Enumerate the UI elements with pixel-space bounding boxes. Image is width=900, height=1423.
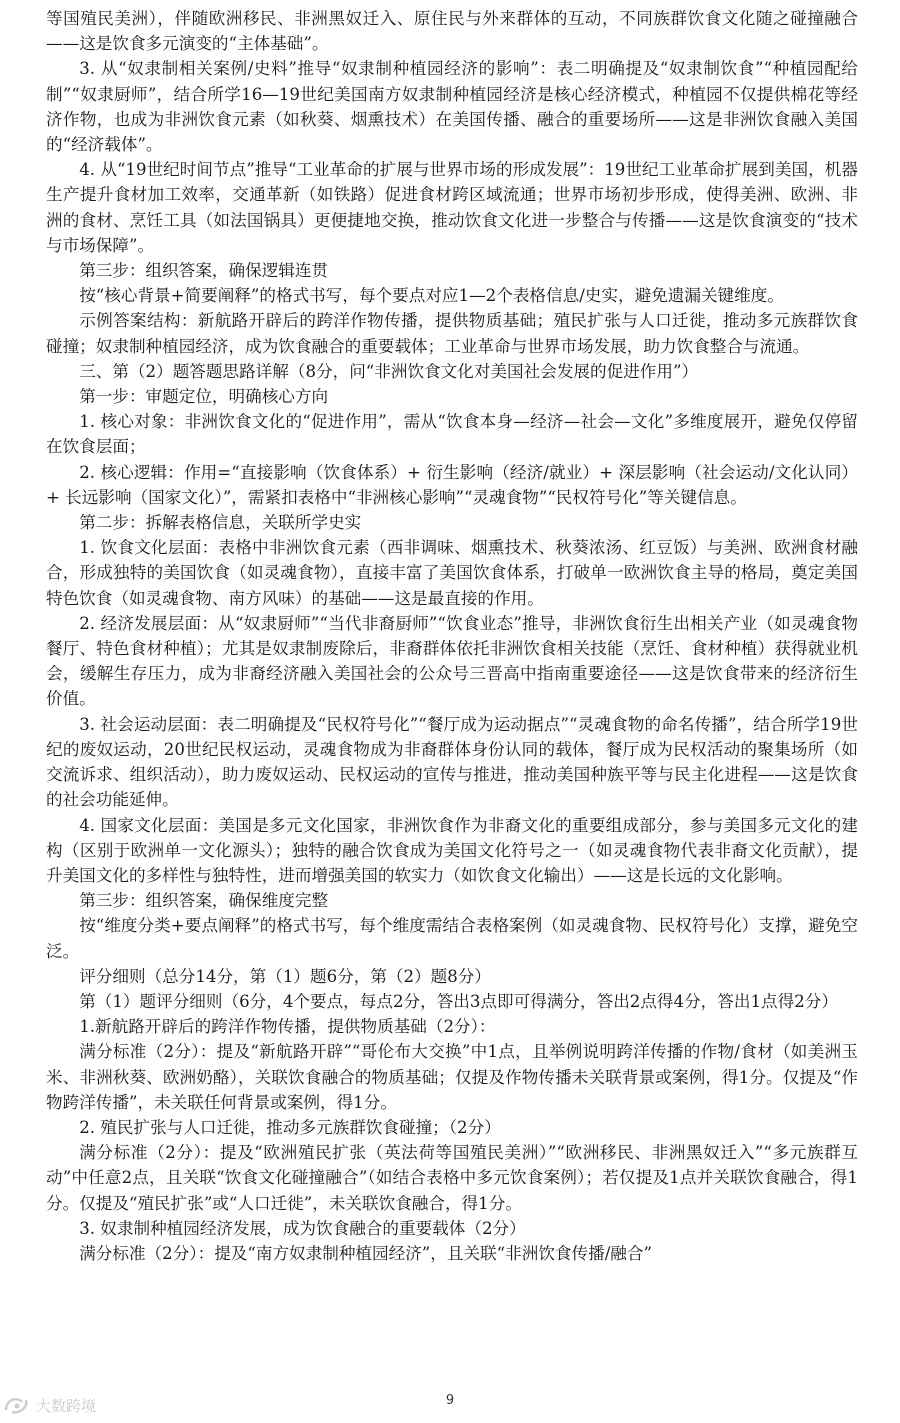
watermark	[2, 1394, 96, 1416]
paragraph: 2. 核心逻辑：作用=“直接影响（饮食体系）+ 衍生影响（经济/就业）+ 深层影响（社会运动/文化认同）+ 长远影响（国家文化）”，需紧扣表格中“非洲核心影响”“灵魂食物”“民权符号化”等关键信息。	[46, 462, 858, 507]
step-heading: 第三步：组织答案，确保维度完整	[79, 891, 329, 911]
document-body	[46, 6, 858, 1266]
step-heading: 第二步：拆解表格信息，关联所学史实	[79, 513, 362, 533]
watermark-logo-icon	[2, 1394, 32, 1416]
paragraph: 满分标准（2分）：提及“欧洲殖民扩张（英法荷等国殖民美洲）”“欧洲移民、非洲黑奴迁入”“多元族群互动”中任意2点，且关联“饮食文化碰撞融合”（如结合表格中多元饮食案例）；若仅提及1点并关联饮食融合，得1分。仅提及“殖民扩张”或“人口迁徙”，未关联饮食融合，得1分。	[46, 1143, 858, 1213]
paragraph: 2. 殖民扩张与人口迁徙，推动多元族群饮食碰撞；（2分）	[79, 1117, 501, 1137]
paragraph: 3. 从“奴隶制相关案例/史料”推导“奴隶制种植园经济的影响”：表二明确提及“奴隶制饮食”“种植园配给制”“奴隶厨师”，结合所学16—19世纪美国南方奴隶制种植园经济是核心经济模式，种植园不仅提供棉花等经济作物，也成为非洲饮食元素（如秋葵、烟熏技术）在美国传播、融合的重要场所——这是非洲饮食融入美国的“经济载体”。	[46, 59, 858, 155]
paragraph: 1. 饮食文化层面：表格中非洲饮食元素（西非调味、烟熏技术、秋葵浓汤、红豆饭）与美洲、欧洲食材融合，形成独特的美国饮食（如灵魂食物），直接丰富了美国饮食体系，打破单一欧洲饮食主导的格局，奠定美国特色饮食（如灵魂食物、南方风味）的基础——这是最直接的作用。	[46, 538, 858, 608]
paragraph: 按“维度分类+要点阐释”的格式书写，每个维度需结合表格案例（如灵魂食物、民权符号化）支撑，避免空泛。	[46, 916, 858, 961]
paragraph: 4. 国家文化层面：美国是多元文化国家，非洲饮食作为非裔文化的重要组成部分，参与美国多元文化的建构（区别于欧洲单一文化源头）；独特的融合饮食成为美国文化符号之一（如灵魂食物代表非裔文化贡献），提升美国文化的多样性与独特性，进而增强美国的软实力（如饮食文化输出）——这是长远的文化影响。	[46, 815, 858, 885]
section-heading: 三、第（2）题答题思路详解（8分，问“非洲饮食文化对美国社会发展的促进作用”）	[79, 361, 699, 381]
page-number: 9	[445, 1393, 455, 1408]
watermark-text: 大数跨境	[36, 1396, 97, 1415]
paragraph: 示例答案结构：新航路开辟后的跨洋作物传播，提供物质基础；殖民扩张与人口迁徙，推动多元族群饮食碰撞；奴隶制种植园经济，成为饮食融合的重要载体；工业革命与世界市场发展，助力饮食整合与流通。	[46, 311, 858, 356]
paragraph: 满分标准（2分）：提及“新航路开辟”“哥伦布大交换”中1点，且举例说明跨洋传播的作物/食材（如美洲玉米、非洲秋葵、欧洲奶酪），关联饮食融合的物质基础；仅提及作物传播未关联背景或案例，得1分。仅提及“作物跨洋传播”，未关联任何背景或案例，得1分。	[46, 1042, 858, 1112]
paragraph: 2. 经济发展层面：从“奴隶厨师”“当代非裔厨师”“饮食业态”推导，非洲饮食衍生出相关产业（如灵魂食物餐厅、特色食材种植）；尤其是奴隶制废除后，非裔群体依托非洲饮食相关技能（烹饪、食材种植）获得就业机会，缓解生存压力，成为非裔经济融入美国社会的公众号三晋高中指南重要途径——这是饮食带来的经济衍生价值。	[46, 613, 858, 709]
paragraph: 4. 从“19世纪时间节点”推导“工业革命的扩展与世界市场的形成发展”：19世纪工业革命扩展到美国，机器生产提升食材加工效率，交通革新（如铁路）促进食材跨区域流通；世界市场初步形成，使得美洲、欧洲、非洲的食材、烹饪工具（如法国锅具）更便捷地交换，推动饮食文化进一步整合与传播——这是饮食演变的“技术与市场保障”。	[46, 160, 858, 255]
paragraph: 满分标准（2分）：提及“南方奴隶制种植园经济”，且关联“非洲饮食传播/融合”	[79, 1243, 652, 1263]
paragraph: 第（1）题评分细则（6分，4个要点，每点2分，答出3点即可得满分，答出2点得4分，答出1点得2分）	[79, 991, 838, 1011]
scoring-heading: 评分细则（总分14分，第（1）题6分，第（2）题8分）	[79, 966, 491, 986]
paragraph: 3. 社会运动层面：表二明确提及“民权符号化”“餐厅成为运动据点”“灵魂食物的命名传播”，结合所学19世纪的废奴运动，20世纪民权运动，灵魂食物成为非裔群体身份认同的载体，餐厅成为民权活动的聚集场所（如交流诉求、组织活动），助力废奴运动、民权运动的宣传与推进，推动美国种族平等与民主化进程——这是饮食的社会功能延伸。	[46, 714, 858, 810]
paragraph: 1.新航路开辟后的跨洋作物传播，提供物质基础（2分）：	[79, 1017, 496, 1037]
paragraph: 按“核心背景+简要阐释”的格式书写，每个要点对应1—2个表格信息/史实，避免遗漏关键维度。	[79, 286, 784, 306]
paragraph: 等国殖民美洲），伴随欧洲移民、非洲黑奴迁入、原住民与外来群体的互动，不同族群饮食文化随之碰撞融合——这是饮食多元演变的“主体基础”。	[46, 9, 858, 54]
step-heading: 第一步：审题定位，明确核心方向	[79, 387, 329, 407]
paragraph: 3. 奴隶制种植园经济发展，成为饮食融合的重要载体（2分）	[79, 1218, 526, 1238]
step-heading: 第三步：组织答案，确保逻辑连贯	[79, 261, 329, 281]
paragraph: 1. 核心对象：非洲饮食文化的“促进作用”，需从“饮食本身—经济—社会—文化”多维度展开，避免仅停留在饮食层面；	[46, 412, 858, 457]
